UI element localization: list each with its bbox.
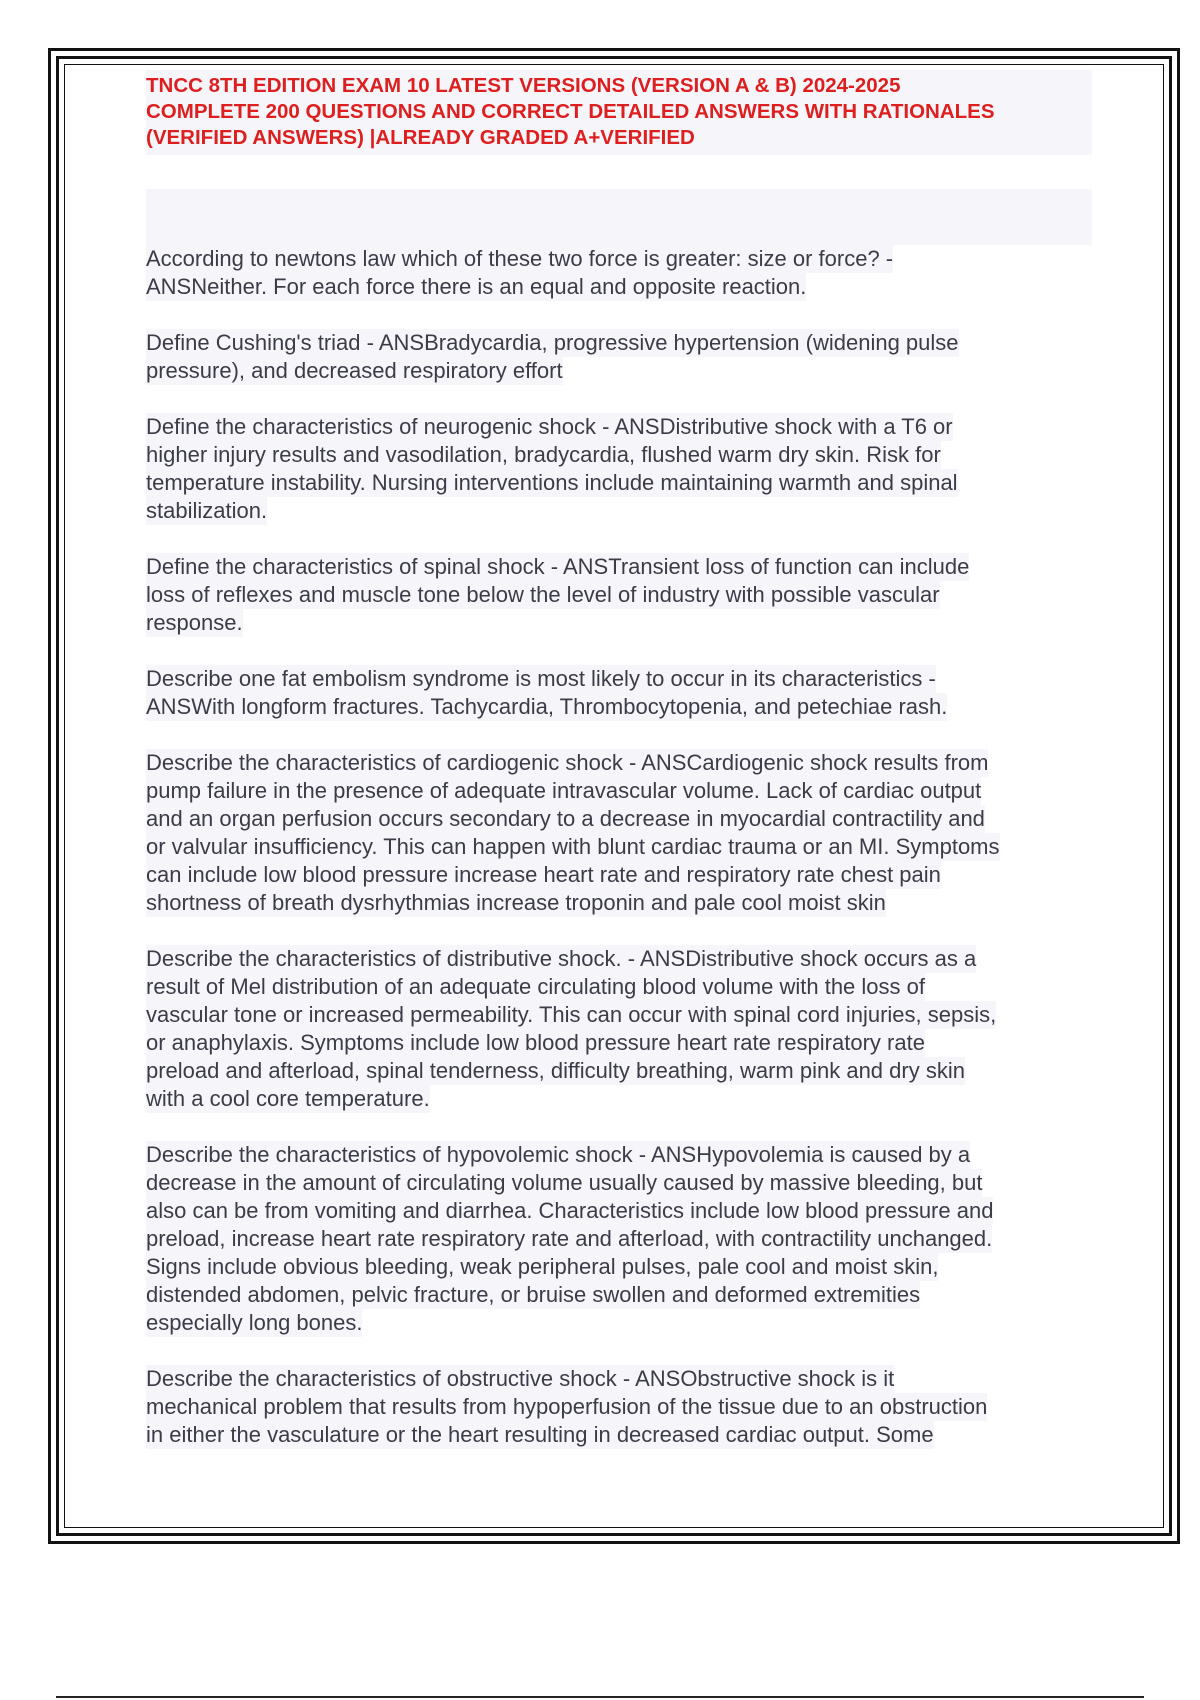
title-line-2: COMPLETE 200 QUESTIONS AND CORRECT DETAILED ANSWERS WITH RATIONALES [146,100,995,123]
qa-text-line: Describe the characteristics of hypovolemic shock - ANSHypovolemia is caused by a [146,1142,971,1167]
qa-text-line: or anaphylaxis. Symptoms include low blood pressure heart rate respiratory rate [146,1030,925,1055]
qa-text-line: Define the characteristics of spinal shock - ANSTransient loss of function can include [146,554,970,579]
qa-item [146,553,1092,637]
title-line-3: (VERIFIED ANSWERS) |ALREADY GRADED A+VERIFIED [146,126,695,149]
qa-text-line: response. [146,610,243,635]
qa-item [146,245,1092,301]
qa-text-line: mechanical problem that results from hypoperfusion of the tissue due to an obstruction [146,1394,988,1419]
qa-text-line: vascular tone or increased permeability. This can occur with spinal cord injuries, sepsis, [146,1002,997,1027]
qa-text-line: Define Cushing's triad - ANSBradycardia, progressive hypertension (widening pulse [146,330,959,355]
qa-text-line: distended abdomen, pelvic fracture, or bruise swollen and deformed extremities [146,1282,921,1307]
qa-text-line: preload, increase heart rate respiratory rate and afterload, with contractility unchanged. [146,1226,993,1251]
footer-divider [56,1696,1144,1698]
qa-text-line: also can be from vomiting and diarrhea. Characteristics include low blood pressure and [146,1198,994,1223]
qa-text-line: higher injury results and vasodilation, bradycardia, flushed warm dry skin. Risk for [146,442,941,467]
qa-item [146,1365,1092,1449]
qa-item [146,329,1092,385]
question-answer-list [146,245,1092,1449]
qa-item [146,1141,1092,1337]
qa-text-line: with a cool core temperature. [146,1086,430,1111]
qa-item [146,945,1092,1113]
qa-text-line: or valvular insufficiency. This can happen with blunt cardiac trauma or an MI. Symptoms [146,834,1000,859]
qa-text-line: in either the vasculature or the heart resulting in decreased cardiac output. Some [146,1422,934,1447]
qa-text-line: preload and afterload, spinal tenderness, difficulty breathing, warm pink and dry skin [146,1058,965,1083]
document-body [146,70,1092,1477]
qa-text-line: Describe one fat embolism syndrome is most likely to occur in its characteristics - [146,666,936,691]
qa-text-line: Signs include obvious bleeding, weak peripheral pulses, pale cool and moist skin, [146,1254,939,1279]
document-title [146,70,1092,155]
qa-text-line: ANSWith longform fractures. Tachycardia, Thrombocytopenia, and petechiae rash. [146,694,948,719]
qa-text-line: Define the characteristics of neurogenic shock - ANSDistributive shock with a T6 or [146,414,953,439]
qa-item [146,665,1092,721]
qa-text-line: ANSNeither. For each force there is an equal and opposite reaction. [146,274,807,299]
qa-text-line: Describe the characteristics of distributive shock. - ANSDistributive shock occurs as a [146,946,977,971]
qa-text-line: stabilization. [146,498,268,523]
qa-text-line: can include low blood pressure increase heart rate and respiratory rate chest pain [146,862,941,887]
qa-text-line: decrease in the amount of circulating volume usually caused by massive bleeding, but [146,1170,983,1195]
qa-text-line: pump failure in the presence of adequate intravascular volume. Lack of cardiac output [146,778,982,803]
qa-item [146,749,1092,917]
qa-text-line: Describe the characteristics of obstructive shock - ANSObstructive shock is it [146,1366,895,1391]
title-line-1: TNCC 8TH EDITION EXAM 10 LATEST VERSIONS (VERSION A & B) 2024-2025 [146,74,901,97]
qa-item [146,413,1092,525]
qa-text-line: According to newtons law which of these two force is greater: size or force? - [146,246,894,271]
qa-text-line: pressure), and decreased respiratory effort [146,358,563,383]
blank-highlight-band [146,189,1092,245]
qa-text-line: Describe the characteristics of cardiogenic shock - ANSCardiogenic shock results from [146,750,989,775]
qa-text-line: and an organ perfusion occurs secondary to a decrease in myocardial contractility and [146,806,985,831]
qa-text-line: especially long bones. [146,1310,363,1335]
qa-text-line: result of Mel distribution of an adequate circulating blood volume with the loss of [146,974,925,999]
qa-text-line: temperature instability. Nursing interventions include maintaining warmth and spinal [146,470,958,495]
qa-text-line: loss of reflexes and muscle tone below the level of industry with possible vascular [146,582,940,607]
qa-text-line: shortness of breath dysrhythmias increase troponin and pale cool moist skin [146,890,886,915]
